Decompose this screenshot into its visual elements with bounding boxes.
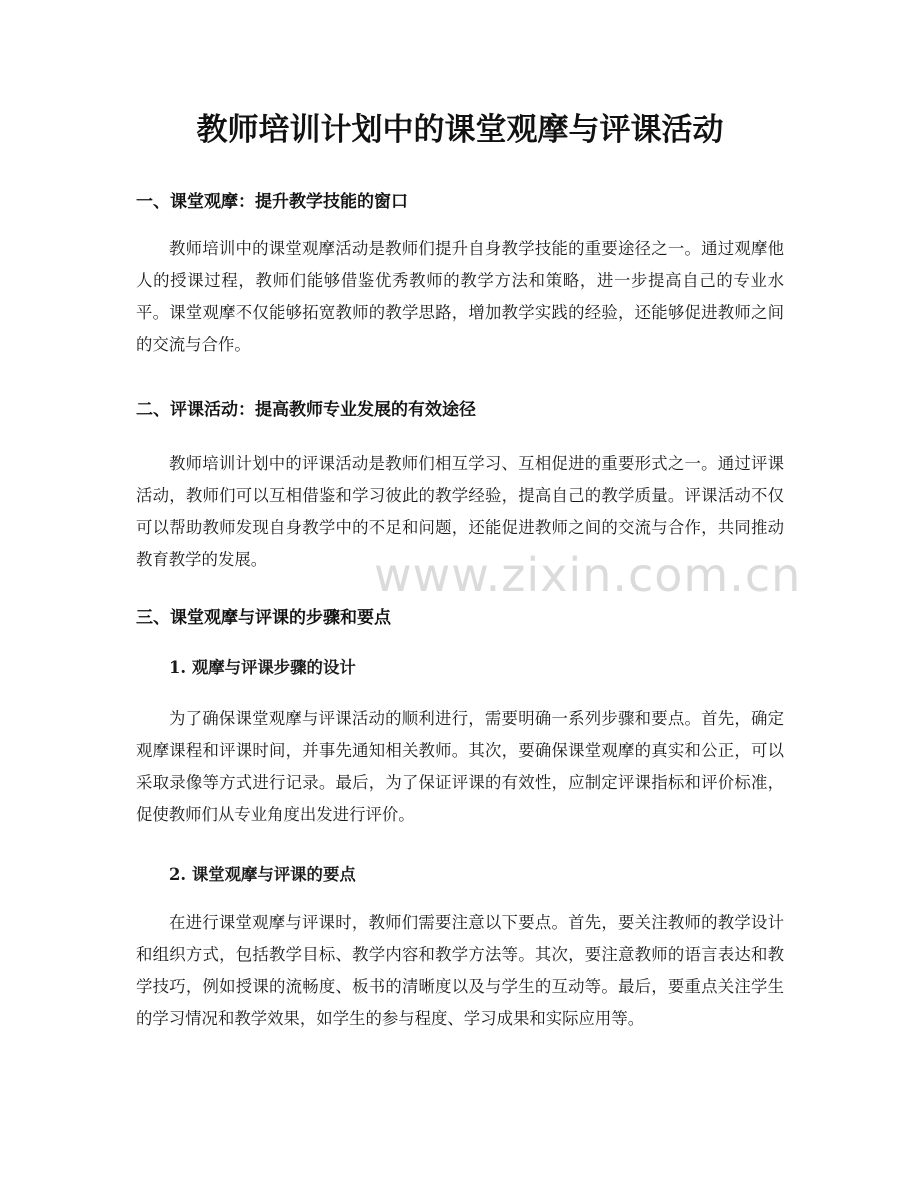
subsection-heading-1: 1. 观摩与评课步骤的设计 — [169, 658, 356, 677]
section-paragraph-1: 教师培训中的课堂观摩活动是教师们提升自身教学技能的重要途径之一。通过观摩他人的授课过程，教师们能够借鉴优秀教师的教学方法和策略，进一步提高自己的专业水平。课堂观摩不仅能够拓宽教师的教学思路，增加教学实践的经验，还能够促进教师之间的交流与合作。 — [136, 239, 784, 354]
subsection-heading-2: 2. 课堂观摩与评课的要点 — [169, 865, 356, 884]
watermark: www.zixin.com.cn — [374, 548, 802, 602]
subsection-paragraph-1: 为了确保课堂观摩与评课活动的顺利进行，需要明确一系列步骤和要点。首先，确定观摩课程和评课时间，并事先通知相关教师。其次，要确保课堂观摩的真实和公正，可以采取录像等方式进行记录。最后，为了保证评课的有效性，应制定评课指标和评价标准，促使教师们从专业角度出发进行评价。 — [136, 709, 784, 824]
subsection-paragraph-2: 在进行课堂观摩与评课时，教师们需要注意以下要点。首先，要关注教师的教学设计和组织方式，包括教学目标、教学内容和教学方法等。其次，要注意教师的语言表达和教学技巧，例如授课的流畅度、板书的清晰度以及与学生的互动等。最后，要重点关注学生的学习情况和教学效果，如学生的参与程度、学习成果和实际应用等。 — [136, 913, 784, 1028]
section-heading-1: 一、课堂观摩：提升教学技能的窗口 — [136, 192, 408, 212]
section-heading-3: 三、课堂观摩与评课的步骤和要点 — [136, 608, 391, 628]
section-paragraph-2: 教师培训计划中的评课活动是教师们相互学习、互相促进的重要形式之一。通过评课活动，教师们可以互相借鉴和学习彼此的教学经验，提高自己的教学质量。评课活动不仅可以帮助教师发现自身教学中的不足和问题，还能促进教师之间的交流与合作，共同推动教育教学的发展。 — [136, 454, 784, 569]
section-heading-2: 二、评课活动：提高教师专业发展的有效途径 — [136, 400, 476, 420]
document-title: 教师培训计划中的课堂观摩与评课活动 — [196, 112, 724, 148]
